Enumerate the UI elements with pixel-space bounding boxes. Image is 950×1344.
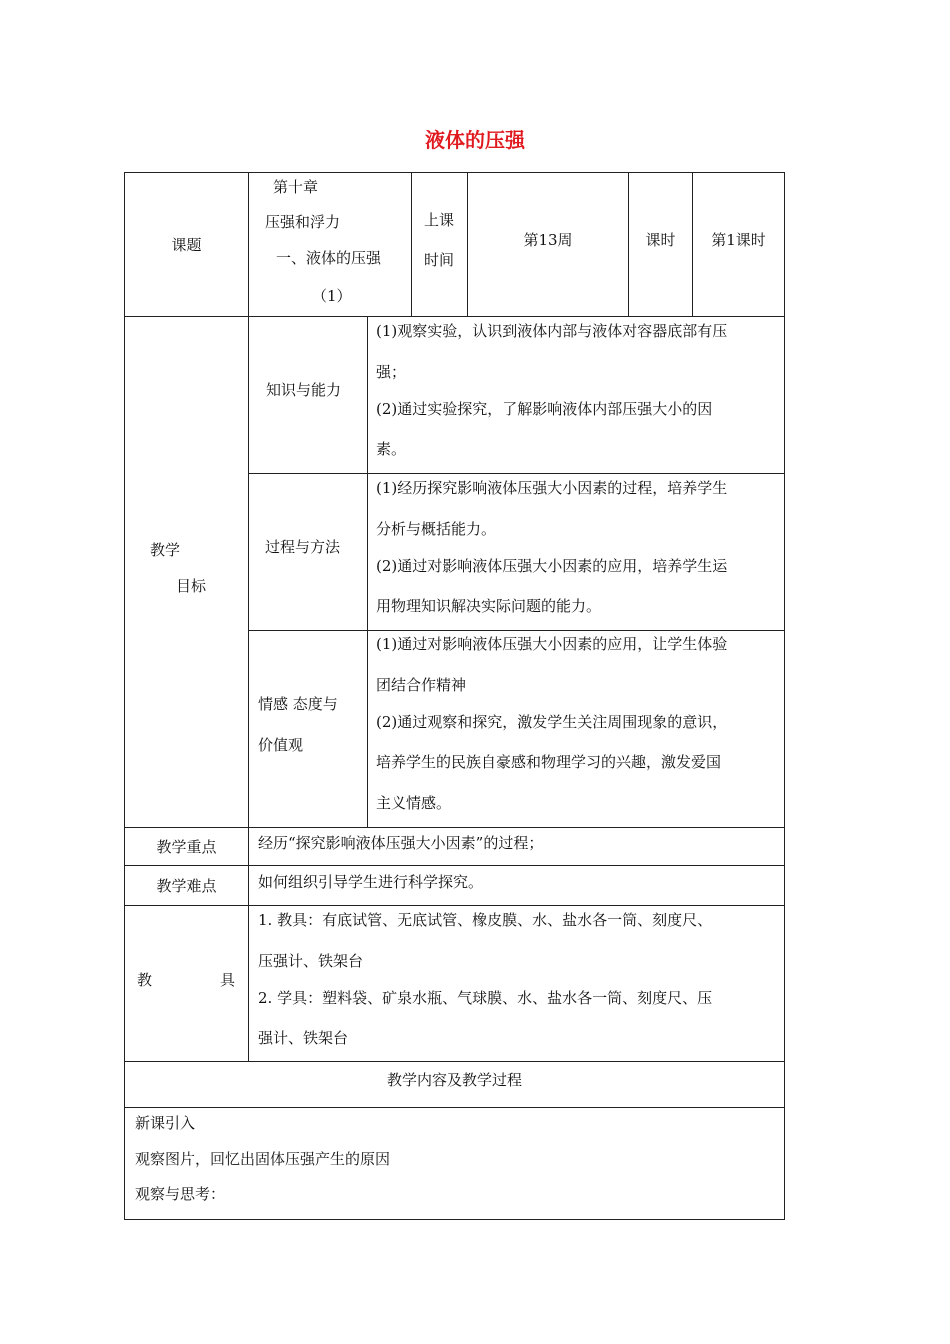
tools-label-right: 具 — [220, 971, 236, 989]
key-point-value: 经历“探究影响液体压强大小因素”的过程； — [258, 834, 544, 852]
objective-row-2-label: 过程与方法 — [265, 538, 341, 556]
process-header: 教学内容及教学过程 — [386, 1071, 522, 1089]
topic-line-1: 第十章 — [273, 178, 319, 196]
objectives-label-1: 教学 — [150, 541, 181, 559]
week-value: 第13周 — [523, 230, 573, 249]
topic-line-3: 一、液体的压强 — [276, 249, 382, 267]
difficulty-label: 教学难点 — [156, 876, 217, 895]
topic-line-4: （1） — [312, 287, 352, 305]
key-point-label: 教学重点 — [156, 837, 217, 856]
tools-label-left: 教 — [137, 971, 153, 989]
objective-row-3-label-1: 情感 态度与 — [258, 695, 338, 713]
objective-row-3-label-2: 价值观 — [258, 736, 304, 754]
difficulty-value: 如何组织引导学生进行科学探究。 — [258, 873, 484, 891]
period-label: 课时 — [645, 230, 676, 249]
objective-row-1-label: 知识与能力 — [266, 381, 342, 399]
objectives-label-2: 目标 — [176, 577, 207, 595]
class-time-label-2: 时间 — [424, 251, 455, 269]
period-value: 第1课时 — [711, 230, 766, 249]
topic-line-2: 压强和浮力 — [265, 213, 341, 231]
class-time-label-1: 上课 — [424, 211, 455, 229]
document-title: 液体的压强 — [425, 128, 525, 152]
topic-label: 课题 — [171, 235, 202, 254]
